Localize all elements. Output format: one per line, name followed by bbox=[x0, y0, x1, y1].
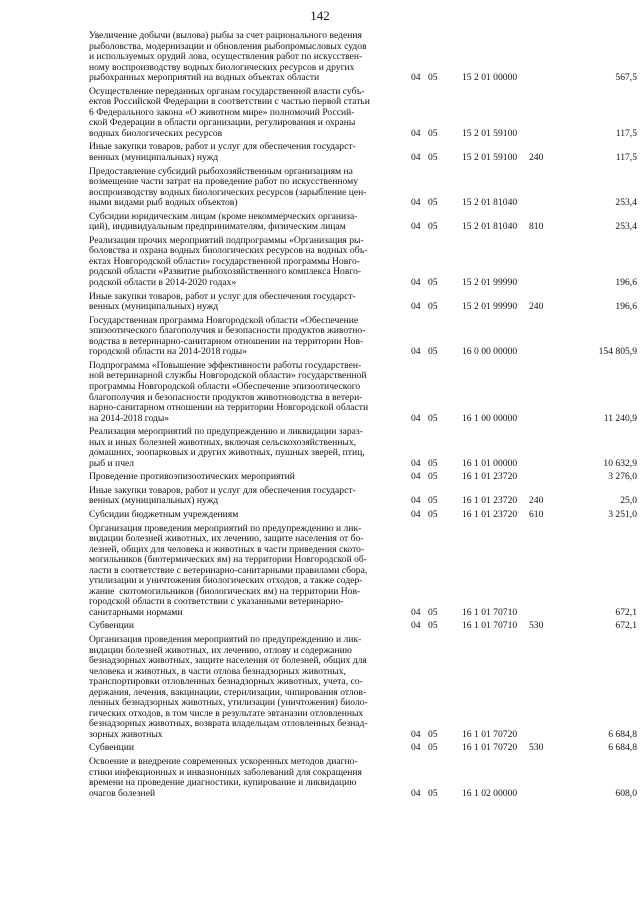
amount: 117,5 bbox=[615, 127, 637, 139]
expense-type-code: 530 bbox=[529, 742, 544, 754]
row-description: Организация проведения мероприятий по предупреждению и лик- видации болезней животных, их лечению, защите населения от бо- лезней, общих для человека и животных в части приведения ското- могильников (биотермических ям) на территории Новгородской об- ласти в соответствие с ветеринарно-санитарными правилами сбора, утилизации и уничтожения биологических отходов, а также содер- жание скотомогильников (биологических ям) на территории Нов- городской области в соответствии с указанными ветеринарно- санитарными нормами bbox=[89, 522, 368, 618]
section-code: 04 bbox=[411, 508, 421, 520]
target-article-code: 16 1 02 00000 bbox=[462, 787, 518, 799]
table-row bbox=[0, 361, 640, 424]
row-description: Субсидии юридическим лицам (кроме некоммерческих организа- ций), индивидуальным предпринимателям, физическим лицам bbox=[89, 210, 358, 233]
subsection-code: 05 bbox=[428, 620, 438, 632]
amount: 608,0 bbox=[615, 787, 637, 799]
subsection-code: 05 bbox=[428, 495, 438, 507]
row-description: Реализация мероприятий по предупреждению и ликвидации зараз- ных и иных болезней животных, включая сельскохозяйственных, домашних, зоопарковых и других животных, пушных зверей, птиц, рыб и пчел bbox=[89, 426, 365, 469]
amount: 567,5 bbox=[615, 72, 637, 84]
row-description: Субвенции bbox=[89, 620, 134, 632]
row-description: Осуществление переданных органам государственной власти субъ- ектов Российской Федерации в соответствии с частью первой статьи 6 Федерального закона «О животном мире» полномочий Россий- ской Федерации в области организации, регулирования и охраны водных биологических ресурсов bbox=[89, 85, 370, 139]
target-article-code: 16 1 01 00000 bbox=[462, 457, 518, 469]
subsection-code: 05 bbox=[428, 742, 438, 754]
subsection-code: 05 bbox=[428, 197, 438, 209]
subsection-code: 05 bbox=[428, 301, 438, 313]
amount: 6 684,8 bbox=[608, 728, 637, 740]
target-article-code: 15 2 01 99990 bbox=[462, 301, 518, 313]
row-description: Субсидии бюджетным учреждениям bbox=[89, 508, 239, 520]
section-code: 04 bbox=[411, 301, 421, 313]
section-code: 04 bbox=[411, 457, 421, 469]
row-description: Проведение противоэпизоотических мероприятий bbox=[89, 471, 295, 483]
subsection-code: 05 bbox=[428, 221, 438, 233]
target-article-code: 16 1 01 70710 bbox=[462, 606, 518, 618]
target-article-code: 15 2 01 81040 bbox=[462, 197, 518, 209]
target-article-code: 16 1 01 70710 bbox=[462, 620, 518, 632]
subsection-code: 05 bbox=[428, 152, 438, 164]
target-article-code: 16 1 00 00000 bbox=[462, 412, 518, 424]
table-row bbox=[0, 510, 640, 521]
expense-type-code: 610 bbox=[529, 508, 544, 520]
expense-type-code: 240 bbox=[529, 495, 544, 507]
table-row bbox=[0, 31, 640, 84]
target-article-code: 16 1 01 70720 bbox=[462, 742, 518, 754]
section-code: 04 bbox=[411, 742, 421, 754]
row-description: Организация проведения мероприятий по предупреждению и лик- видации болезней животных, их лечению, отлову и содержанию безнадзорных животных, защите населения от болезней, общих для человека и животных, в части отлова безнадзорных животных, транспортировки отловленных безнадзорных животных, учета, со- держания, лечения, вакцинации, стерилизации, чипирования отлов- ленных безнадзорных животных, утилизации (уничтожения) биоло- гических отходов, в том числе в результате эвтаназии отловленных безнадзорных животных, возврата владельцам отловленных безнад- зорных животных bbox=[89, 633, 368, 740]
target-article-code: 15 2 01 59100 bbox=[462, 152, 518, 164]
amount: 117,5 bbox=[615, 152, 637, 164]
target-article-code: 15 2 01 81040 bbox=[462, 221, 518, 233]
amount: 10 632,9 bbox=[603, 457, 637, 469]
subsection-code: 05 bbox=[428, 728, 438, 740]
row-description: Предоставление субсидий рыбохозяйственным организациям на возмещение части затрат на проведение работ по искусственному воспроизводству водных биологических ресурсов (зарыбление цен- ными видами рыб водных объектов) bbox=[89, 165, 367, 209]
expense-type-code: 810 bbox=[529, 221, 544, 233]
table-row bbox=[0, 757, 640, 799]
table-row bbox=[0, 292, 640, 313]
subsection-code: 05 bbox=[428, 606, 438, 618]
table-row bbox=[0, 167, 640, 209]
section-code: 04 bbox=[411, 495, 421, 507]
section-code: 04 bbox=[411, 152, 421, 164]
row-description: Субвенции bbox=[89, 742, 134, 754]
section-code: 04 bbox=[411, 346, 421, 358]
amount: 253,4 bbox=[615, 221, 637, 233]
subsection-code: 05 bbox=[428, 508, 438, 520]
section-code: 04 bbox=[411, 197, 421, 209]
amount: 253,4 bbox=[615, 197, 637, 209]
target-article-code: 16 1 01 23720 bbox=[462, 471, 518, 483]
target-article-code: 16 1 01 23720 bbox=[462, 508, 518, 520]
section-code: 04 bbox=[411, 127, 421, 139]
row-description: Подпрограмма «Повышение эффективности работы государствен- ной ветеринарной службы Новгородской области» государственной программы Новгородской области «Обеспечение эпизоотического благополучия и безопасности продуктов животноводства в ветери- нарно-санитарном отношении на территории Новгородской области на 2014-2018 годы» bbox=[89, 359, 369, 424]
amount: 672,1 bbox=[615, 606, 637, 618]
table-row bbox=[0, 212, 640, 233]
target-article-code: 16 1 01 23720 bbox=[462, 495, 518, 507]
section-code: 04 bbox=[411, 606, 421, 618]
table-row bbox=[0, 427, 640, 469]
section-code: 04 bbox=[411, 72, 421, 84]
amount: 3 251,0 bbox=[608, 508, 637, 520]
table-row bbox=[0, 472, 640, 483]
expense-type-code: 240 bbox=[529, 301, 544, 313]
table-row bbox=[0, 316, 640, 358]
subsection-code: 05 bbox=[428, 72, 438, 84]
table-row bbox=[0, 87, 640, 140]
amount: 672,1 bbox=[615, 620, 637, 632]
table-row bbox=[0, 635, 640, 740]
expense-type-code: 530 bbox=[529, 620, 544, 632]
row-description: Увеличение добычи (вылова) рыбы за счет рационального ведения рыболовства, модернизации и обновления рыбопромысловых судов и используемых орудий лова, осуществления работ по искусствен- ному воспроизводству водных биологических ресурсов и других рыбохранных мероприятий на водных объектах области bbox=[89, 30, 367, 84]
subsection-code: 05 bbox=[428, 277, 438, 289]
row-description: Государственная программа Новгородской области «Обеспечение эпизоотического благополучия и безопасности продуктов животно- водства в ветеринарно-санитарном отношении на территории Нов- городской области на 2014-2018 годы» bbox=[89, 314, 366, 358]
subsection-code: 05 bbox=[428, 457, 438, 469]
row-description: Иные закупки товаров, работ и услуг для обеспечения государст- венных (муниципальных) нужд bbox=[89, 484, 356, 507]
budget-table bbox=[0, 31, 640, 802]
amount: 196,6 bbox=[615, 301, 637, 313]
table-row bbox=[0, 743, 640, 754]
amount: 196,6 bbox=[615, 277, 637, 289]
section-code: 04 bbox=[411, 412, 421, 424]
table-row bbox=[0, 486, 640, 507]
amount: 6 684,8 bbox=[608, 742, 637, 754]
target-article-code: 15 2 01 00000 bbox=[462, 72, 518, 84]
subsection-code: 05 bbox=[428, 412, 438, 424]
subsection-code: 05 bbox=[428, 787, 438, 799]
subsection-code: 05 bbox=[428, 471, 438, 483]
row-description: Реализация прочих мероприятий подпрограммы «Организация ры- боловства и охрана водных биологических ресурсов на водных объ- ектах Новгородской области» государственной программы Новго- родской области «Развитие рыбохозяйственного комплекса Новго- родской области в 2014-2020 годах» bbox=[89, 234, 368, 289]
row-description: Иные закупки товаров, работ и услуг для обеспечения государст- венных (муниципальных) нужд bbox=[89, 141, 356, 164]
target-article-code: 15 2 01 99990 bbox=[462, 277, 518, 289]
section-code: 04 bbox=[411, 471, 421, 483]
row-description: Освоение и внедрение современных ускоренных методов диагно- стики инфекционных и инвазионных заболеваний для сокращения времени на проведение диагностики, купирование и ликвидацию очагов болезней bbox=[89, 756, 362, 799]
subsection-code: 05 bbox=[428, 127, 438, 139]
amount: 154 805,9 bbox=[598, 346, 637, 358]
section-code: 04 bbox=[411, 221, 421, 233]
section-code: 04 bbox=[411, 787, 421, 799]
table-row bbox=[0, 621, 640, 632]
target-article-code: 15 2 01 59100 bbox=[462, 127, 518, 139]
section-code: 04 bbox=[411, 277, 421, 289]
target-article-code: 16 1 01 70720 bbox=[462, 728, 518, 740]
page-number: 142 bbox=[310, 8, 330, 23]
amount: 11 240,9 bbox=[603, 412, 637, 424]
target-article-code: 16 0 00 00000 bbox=[462, 346, 518, 358]
row-description: Иные закупки товаров, работ и услуг для обеспечения государст- венных (муниципальных) нужд bbox=[89, 290, 356, 313]
amount: 25,0 bbox=[620, 495, 637, 507]
table-row bbox=[0, 236, 640, 289]
subsection-code: 05 bbox=[428, 346, 438, 358]
expense-type-code: 240 bbox=[529, 152, 544, 164]
table-row bbox=[0, 524, 640, 619]
amount: 3 276,0 bbox=[608, 471, 637, 483]
section-code: 04 bbox=[411, 728, 421, 740]
section-code: 04 bbox=[411, 620, 421, 632]
table-row bbox=[0, 142, 640, 163]
